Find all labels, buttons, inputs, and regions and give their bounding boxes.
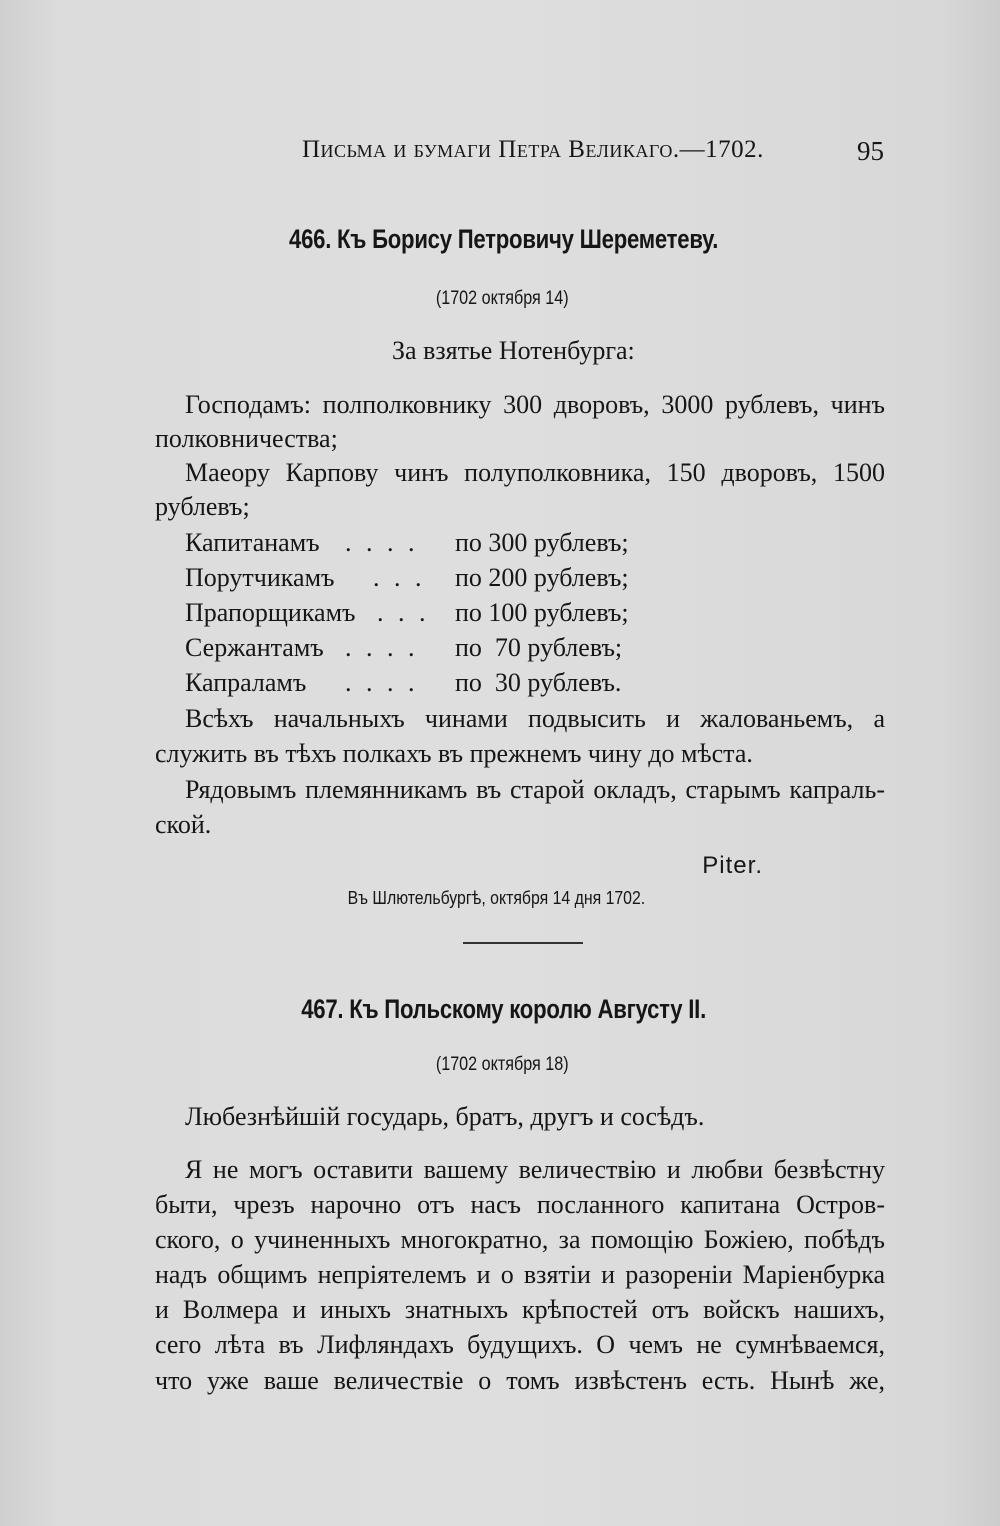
rank-dots: . . . . — [345, 633, 419, 662]
rank-amount: по 100 рублевъ; — [455, 598, 629, 627]
page-number: 95 — [857, 136, 884, 166]
letter-467-line-5: и Волмера и иныхъ знатныхъ крѣпостей отъ войскъ нашихъ, — [155, 1295, 885, 1324]
letter-466-line-1: Господамъ: полполковнику 300 дворовъ, 3000 рублевъ, чинъ — [185, 390, 885, 419]
rank-amount: по 30 рублевъ. — [455, 668, 622, 697]
rank-name: Сержантамъ — [185, 633, 324, 662]
letter-466-closing-1: Всѣхъ начальныхъ чинами подвысить и жалованьемъ, а — [185, 704, 885, 733]
signature: Piter. — [702, 852, 763, 879]
letter-467-line-3: ского, о учиненныхъ многократно, за помощію Божіею, побѣдъ — [155, 1225, 885, 1254]
place-date: Въ Шлютельбургѣ, октября 14 дня 1702. — [347, 888, 646, 908]
letter-467-line-4: надъ общимъ непріятелемъ и о взятіи и разореніи Маріенбурка — [155, 1260, 885, 1289]
rank-dots: . . . — [373, 563, 426, 592]
letter-466-closing-2: служить въ тѣхъ полкахъ въ прежнемъ чину до мѣста. — [155, 739, 753, 768]
letter-466-line-3: Маеору Карпову чинъ полуполковника, 150 дворовъ, 1500 — [185, 458, 885, 487]
letter-466-closing-4: ской. — [155, 810, 212, 839]
rank-dots: . . . . — [345, 528, 419, 557]
rank-amount: по 300 рублевъ; — [455, 528, 629, 557]
section-divider — [463, 942, 583, 944]
letter-466-title: 466. Къ Борису Петровичу Шереметеву. — [289, 224, 719, 254]
letter-467-line-2: быти, чрезъ нарочно отъ насъ посланного капитана Остров- — [155, 1190, 885, 1219]
letter-466-line-2: полковничества; — [155, 424, 338, 453]
letter-467-line-6: сего лѣта въ Лифляндахъ будущихъ. О чемъ не сумнѣваемся, — [155, 1330, 885, 1359]
rank-amount: по 200 рублевъ; — [455, 563, 629, 592]
rank-name: Порутчикамъ — [185, 563, 335, 592]
rank-amount: по 70 рублевъ; — [455, 633, 623, 662]
letter-466-date: (1702 октября 14) — [435, 288, 569, 309]
rank-name: Прапорщикамъ — [185, 598, 356, 627]
letter-467-line-1: Я не могъ оставити вашему величествію и любви безвѣстну — [185, 1155, 885, 1184]
rank-name: Капитанамъ — [185, 528, 320, 557]
rank-name: Капраламъ — [185, 668, 307, 697]
letter-466-closing-3: Рядовымъ племянникамъ въ старой окладъ, старымъ капраль- — [185, 775, 885, 804]
letter-467-title: 467. Къ Польскому королю Августу II. — [301, 994, 706, 1024]
letter-466-intro: За взятье Нотенбурга: — [392, 336, 635, 365]
letter-466-line-4: рублевъ; — [155, 492, 250, 521]
running-title: Письма и бумаги Петра Великаго.—1702. — [302, 136, 764, 163]
page-header — [290, 136, 890, 172]
rank-dots: . . . — [377, 598, 430, 627]
letter-467-date: (1702 октября 18) — [435, 1054, 569, 1075]
rank-dots: . . . . — [345, 668, 419, 697]
letter-467-salutation: Любезнѣйшій государь, братъ, другъ и сосѣдъ. — [185, 1102, 705, 1131]
letter-467-line-7: что уже ваше величествіе о томъ извѣстенъ есть. Нынѣ же, — [155, 1366, 885, 1395]
